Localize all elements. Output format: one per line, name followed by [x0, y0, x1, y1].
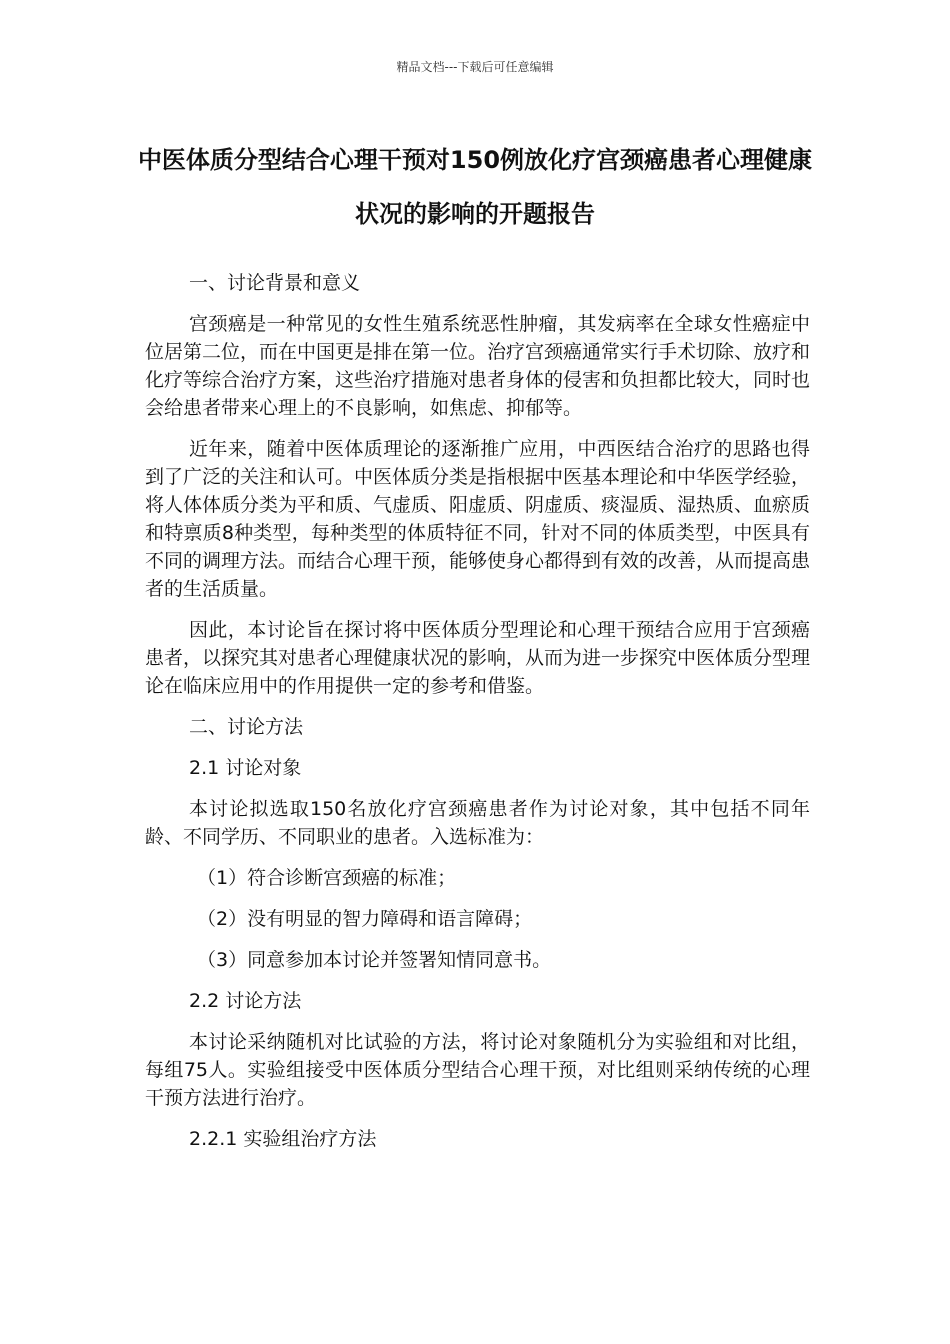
document-title: 中医体质分型结合心理干预对150例放化疗宫颈癌患者心理健康状况的影响的开题报告	[137, 146, 813, 228]
subsection-heading-subjects: 2.1 讨论对象	[189, 757, 302, 779]
paragraph-background-3: 因此，本讨论旨在探讨将中医体质分型理论和心理干预结合应用于宫颈癌患者，以探究其对患者心理健康状况的影响，从而为进一步探究中医体质分型理论在临床应用中的作用提供一定的参考和借鉴。	[145, 619, 811, 697]
criteria-item-1: （1）符合诊断宫颈癌的标准；	[197, 867, 457, 889]
section-heading-background: 一、讨论背景和意义	[189, 272, 361, 294]
paragraph-background-1: 宫颈癌是一种常见的女性生殖系统恶性肿瘤，其发病率在全球女性癌症中位居第二位，而在中国更是排在第一位。治疗宫颈癌通常实行手术切除、放疗和化疗等综合治疗方案，这些治疗措施对患者身体的侵害和负担都比较大，同时也会给患者带来心理上的不良影响，如焦虑、抑郁等。	[145, 313, 811, 419]
document-body	[145, 269, 810, 1166]
paragraph-subjects: 本讨论拟选取150名放化疗宫颈癌患者作为讨论对象，其中包括不同年龄、不同学历、不同职业的患者。入选标准为：	[145, 798, 810, 848]
criteria-item-3: （3）同意参加本讨论并签署知情同意书。	[197, 949, 552, 971]
criteria-item-2: （2）没有明显的智力障碍和语言障碍；	[197, 908, 533, 930]
header-note: 精品文档---下载后可任意编辑	[396, 60, 554, 74]
paragraph-method: 本讨论采纳随机对比试验的方法，将讨论对象随机分为实验组和对比组，每组75人。实验组接受中医体质分型结合心理干预，对比组则采纳传统的心理干预方法进行治疗。	[145, 1031, 810, 1109]
paragraph-background-2: 近年来，随着中医体质理论的逐渐推广应用，中西医结合治疗的思路也得到了广泛的关注和认可。中医体质分类是指根据中医基本理论和中华医学经验，将人体体质分类为平和质、气虚质、阳虚质、阴虚质、痰湿质、湿热质、血瘀质和特禀质8种类型，每种类型的体质特征不同，针对不同的体质类型，中医具有不同的调理方法。而结合心理干预，能够使身心都得到有效的改善，从而提高患者的生活质量。	[145, 438, 811, 600]
subsection-heading-method: 2.2 讨论方法	[189, 990, 302, 1012]
subsection-heading-experimental-treatment: 2.2.1 实验组治疗方法	[189, 1128, 377, 1150]
section-heading-methods: 二、讨论方法	[189, 716, 304, 738]
